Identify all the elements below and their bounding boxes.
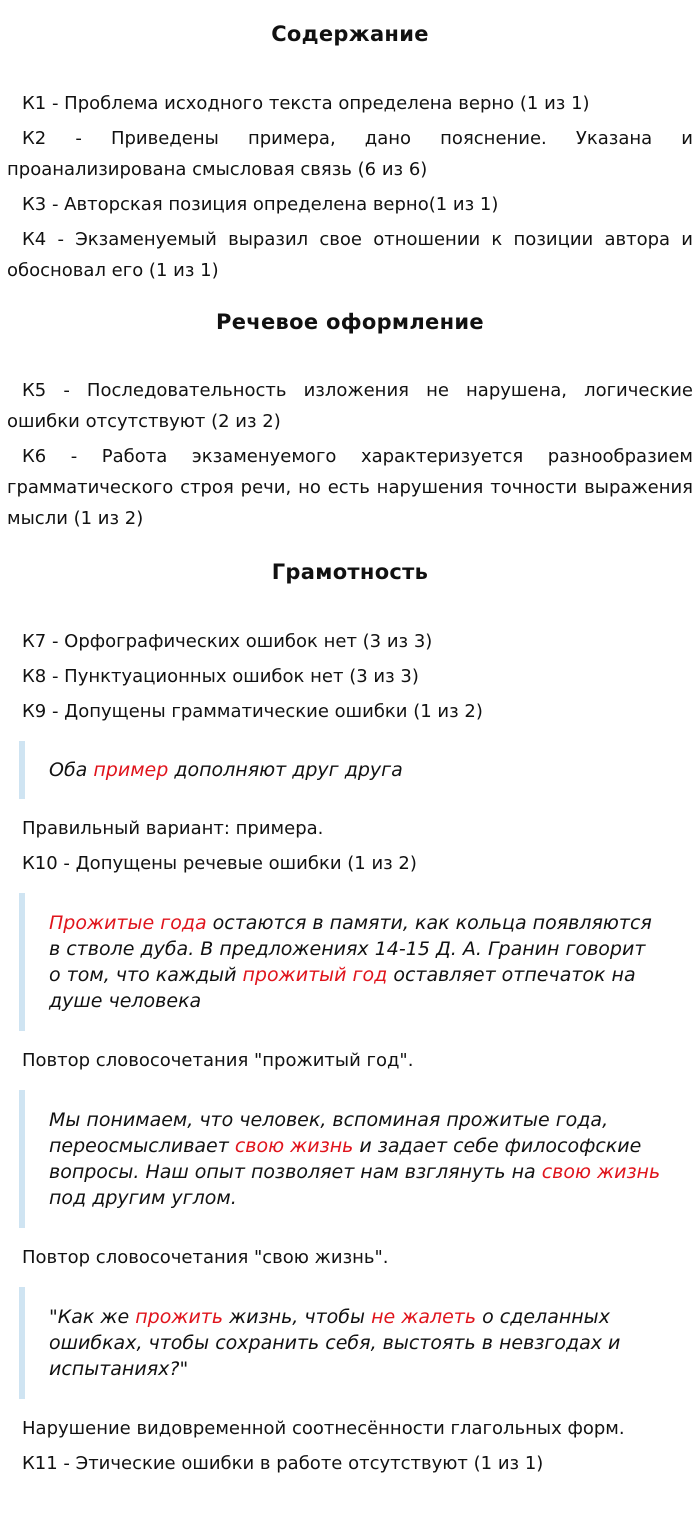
- error-highlight: прожить: [135, 1306, 224, 1328]
- note-correct-variant: Правильный вариант: примера.: [22, 818, 324, 839]
- error-highlight: свою жизнь: [234, 1135, 354, 1157]
- quote-speech-error-3: "Как же прожить жизнь, чтобы не жалеть о сделанных ошибках, чтобы сохранить себя, выстоять в невзгодах и испытаниях?": [19, 1287, 693, 1399]
- section-content: [7, 0, 693, 70]
- error-highlight: Прожитые года: [49, 912, 207, 934]
- criterion-k11: К11 - Этические ошибки в работе отсутствуют (1 из 1): [22, 1453, 544, 1474]
- quote-speech-error-1: Прожитые года остаются в памяти, как кольца появляются в стволе дуба. В предложениях 14-15 Д. А. Гранин говорит о том, что каждый прожитый год оставляет отпечаток на душе человека: [19, 893, 693, 1031]
- note-verb-forms: Нарушение видовременной соотнесённости глагольных форм.: [22, 1418, 625, 1439]
- criterion-k5: К5 - Последовательность изложения не нарушена, логические ошибки отсутствуют (2 из 2): [7, 380, 693, 432]
- note-repeat-2: Повтор словосочетания "свою жизнь".: [22, 1247, 389, 1268]
- section-title-literacy: Грамотность: [271, 560, 429, 584]
- section-title-content: Содержание: [271, 22, 429, 46]
- error-highlight: пример: [93, 759, 169, 781]
- criterion-k4: К4 - Экзаменуемый выразил свое отношении к позиции автора и обосновал его (1 из 1): [7, 229, 693, 281]
- criterion-k7: К7 - Орфографических ошибок нет (3 из 3): [22, 631, 433, 652]
- note-repeat-1: Повтор словосочетания "прожитый год".: [22, 1050, 414, 1071]
- criterion-k2: К2 - Приведены примера, дано пояснение. Указана и проанализирована смысловая связь (6 из 6): [7, 128, 693, 180]
- criterion-k3: К3 - Авторская позиция определена верно(1 из 1): [22, 194, 499, 215]
- error-highlight: не жалеть: [371, 1306, 477, 1328]
- section-title-speech: Речевое оформление: [216, 310, 484, 334]
- section-literacy: [7, 560, 693, 608]
- error-highlight: прожитый год: [242, 964, 388, 986]
- criterion-k1: К1 - Проблема исходного текста определена верно (1 из 1): [22, 93, 590, 114]
- quote-speech-error-2: Мы понимаем, что человек, вспоминая прожитые года, переосмысливает свою жизнь и задает себе философские вопросы. Наш опыт позволяет нам взглянуть на свою жизнь под другим углом.: [19, 1090, 693, 1228]
- section-speech: [7, 310, 693, 358]
- criterion-k10: К10 - Допущены речевые ошибки (1 из 2): [22, 853, 417, 874]
- criterion-k9: К9 - Допущены грамматические ошибки (1 из 2): [22, 701, 483, 722]
- criterion-k6: К6 - Работа экзаменуемого характеризуется разнообразием грамматического строя речи, но есть нарушения точности выражения мысли (1 из 2): [7, 446, 693, 529]
- quote-grammar-error: Оба пример дополняют друг друга: [19, 741, 693, 799]
- error-highlight: свою жизнь: [541, 1161, 661, 1183]
- criterion-k8: К8 - Пунктуационных ошибок нет (3 из 3): [22, 666, 419, 687]
